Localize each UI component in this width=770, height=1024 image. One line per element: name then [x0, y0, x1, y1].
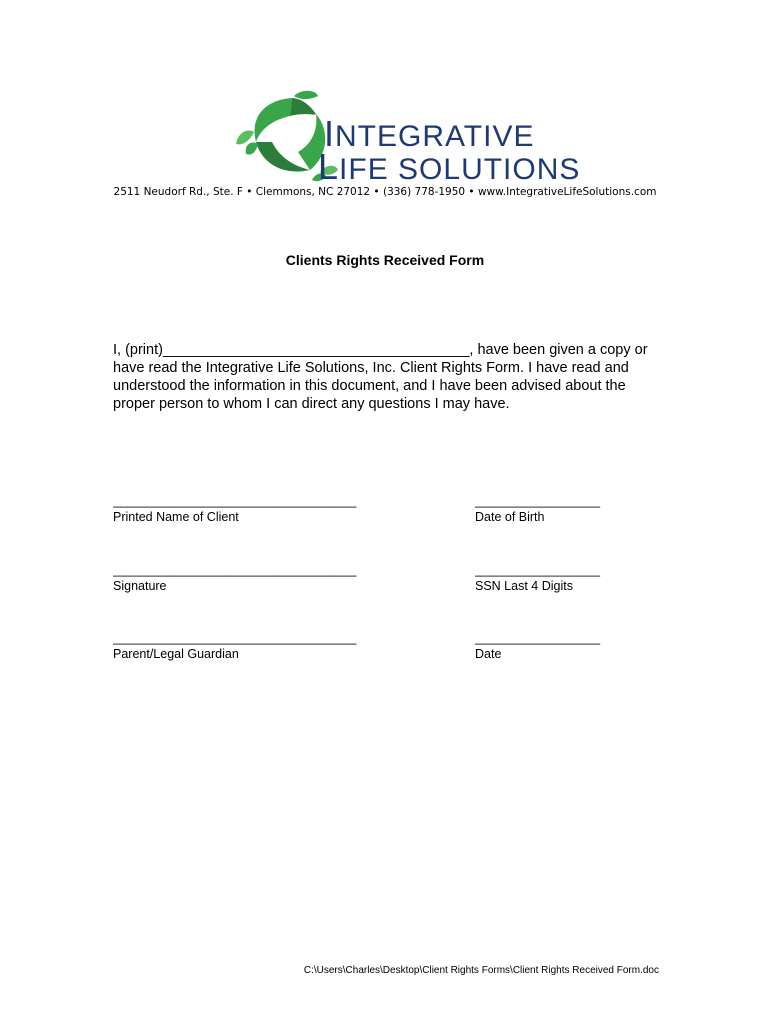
acknowledgement-paragraph: I, (print)______________________________________, have been given a copy or have read the Integrative Life Solutions, Inc. Client Rights Form. I have read and understood the information in this document, and I have been advised about the proper person to whom I can direct any questions I may have.: [113, 342, 648, 412]
guardian-field: [113, 631, 385, 661]
date-of-birth-field: [475, 494, 615, 524]
logo-initial-i: I: [324, 113, 336, 154]
ssn-field: [475, 563, 615, 593]
logo-text-life-solutions: [318, 146, 581, 187]
signature-line: ___________________________________: [113, 494, 357, 508]
guardian-label: Parent/Legal Guardian: [113, 647, 239, 661]
printed-name-label: Printed Name of Client: [113, 510, 239, 524]
date-label: Date: [475, 647, 502, 661]
signature-field: [113, 563, 385, 593]
date-of-birth-label: Date of Birth: [475, 510, 545, 524]
document-file-path: C:\Users\Charles\Desktop\Client Rights Forms\Client Rights Received Form.doc: [303, 965, 659, 976]
logo-rest-life-solutions: IFE SOLUTIONS: [339, 153, 581, 186]
letterhead-address: 2511 Neudorf Rd., Ste. F • Clemmons, NC 27012 • (336) 778-1950 • www.IntegrativeLifeSolutions.com: [113, 186, 657, 198]
ssn-label: SSN Last 4 Digits: [475, 579, 573, 593]
form-title: Clients Rights Received Form: [285, 252, 485, 268]
logo-initial-l: L: [318, 146, 340, 187]
logo-rest-integrative: NTEGRATIVE: [335, 120, 535, 153]
signature-line: __________________: [475, 494, 601, 508]
date-field: [475, 631, 615, 661]
printed-name-field: [113, 494, 385, 524]
signature-line: __________________: [475, 631, 601, 645]
signature-label: Signature: [113, 579, 167, 593]
signature-line: __________________: [475, 563, 601, 577]
logo-text-integrative: [324, 113, 535, 154]
signature-line: ___________________________________: [113, 563, 357, 577]
signature-line: ___________________________________: [113, 631, 357, 645]
